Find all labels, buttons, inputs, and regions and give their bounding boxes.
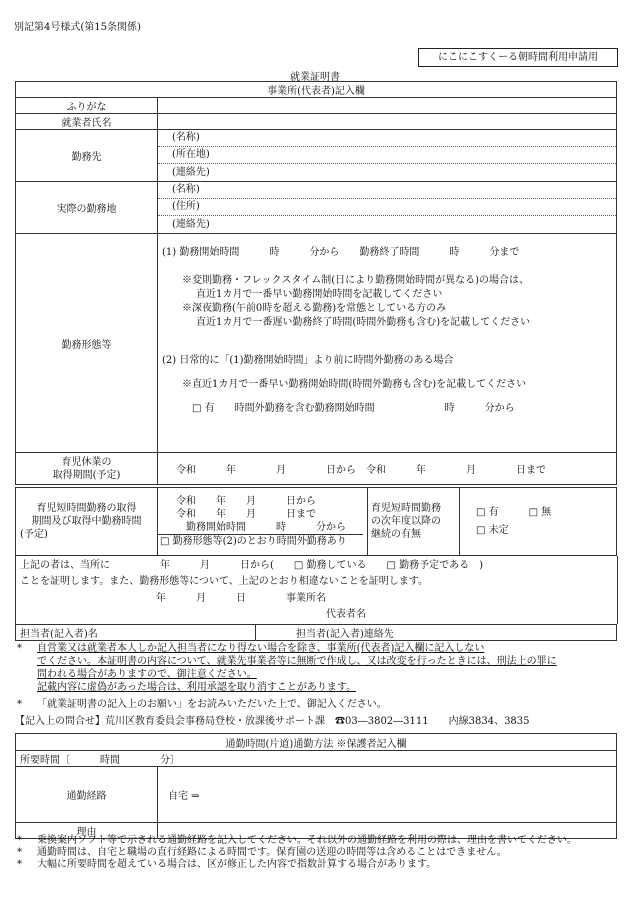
certification-date-office[interactable]: 年 月 日 事業所名 xyxy=(156,593,326,604)
furigana-label: ふりがな xyxy=(16,98,158,114)
worker-name-label: 就業者氏名 xyxy=(16,114,158,130)
representative-name[interactable]: 代表者名 xyxy=(326,609,366,620)
continuation-label-line1: 育児短時間勤務 xyxy=(371,503,441,514)
short-time-table xyxy=(15,487,617,556)
continuation-yes-no[interactable]: □ 有 □ 無 xyxy=(476,506,552,518)
continuation-undecided[interactable]: □ 未定 xyxy=(476,524,509,536)
actual-place-label: 実際の勤務地 xyxy=(16,182,158,234)
note-asterisk-1: * xyxy=(17,643,22,654)
note-1-line-d: 記載内容に虚偽があった場合は、利用承認を取り消すことがあります。 xyxy=(37,682,357,693)
actual-place-name-field[interactable] xyxy=(158,182,616,199)
actual-place-name-label: (名称) xyxy=(172,184,200,195)
short-time-label-line3: (予定) xyxy=(20,529,48,540)
short-time-label-line2: 期間及び取得中勤務時間 xyxy=(31,516,142,527)
footnote-asterisk-3: * xyxy=(17,859,22,870)
flex-note: ※変則勤務・フレックスタイム制(日により勤務開始時間が異なる)の場合は、 xyxy=(182,275,530,286)
form-tag: にこにこすくーる朝時間利用申請用 xyxy=(418,48,618,67)
notes-block xyxy=(15,642,621,728)
work-hours-line: (1) 勤務開始時間 時 分から 勤務終了時間 時 分まで xyxy=(162,247,520,258)
actual-place-address-field[interactable] xyxy=(158,199,616,216)
section-commute-header: 通勤時間(片道)通勤方法 ※保護者記入欄 xyxy=(16,734,617,751)
route-label: 通勤経路 xyxy=(16,767,158,823)
overtime-note: ※直近1カ月で一番早い勤務開始時間(時間外勤務も含む)を記載してください xyxy=(182,379,527,390)
workplace-label: 勤務先 xyxy=(16,130,158,182)
note-1-line-b: でください。本証明書の内容について、就業先事業者等に無断で作成し、又は改変を行ったときには、刑法上の罪に xyxy=(37,656,557,667)
short-time-field[interactable] xyxy=(158,488,368,556)
person-contact-field[interactable]: 担当者(記入者)連絡先 xyxy=(256,625,617,641)
actual-place-contact-field[interactable] xyxy=(158,216,616,233)
footnote-3: 大幅に所要時間を超えている場合は、区が修正した内容で指数計算する場合があります。 xyxy=(37,859,437,870)
continuation-label xyxy=(368,488,460,556)
workplace-contact-label: (連絡先) xyxy=(172,167,210,178)
footnote-2: 通勤時間は、自宅と職場の直行経路による時間です。保育園の送迎の時間等は含めることはできません。 xyxy=(37,847,507,858)
short-time-start: 令和 年 月 日から xyxy=(176,496,316,507)
note-asterisk-2: * xyxy=(17,699,22,710)
childcare-leave-label-line2: 取得期間(予定) xyxy=(52,469,121,481)
short-time-hours: 勤務開始時間 時 分から xyxy=(186,522,346,533)
footnotes-block xyxy=(15,835,621,871)
short-time-overtime-check[interactable]: □ 勤務形態等(2)のとおり時間外勤務あり xyxy=(158,534,363,548)
person-in-charge-table xyxy=(15,624,617,641)
actual-place-address-label: (住所) xyxy=(172,201,200,212)
certification-statement-1[interactable]: 上記の者は、当所に 年 月 日から( □ 勤務している □ 勤務予定である ) xyxy=(20,560,484,571)
overtime-line: (2) 日常的に「(1)勤務開始時間」より前に時間外勤務のある場合 xyxy=(162,355,454,366)
workplace-address-label: (所在地) xyxy=(172,149,210,160)
footnote-1: 乗換案内ソフト等で示される通勤経路を記入してください。それ以外の通勤経路を利用の際は、理由を書いてください。 xyxy=(37,835,577,846)
continuation-label-line3: 継続の有無 xyxy=(371,529,421,540)
footnote-asterisk-1: * xyxy=(17,835,22,846)
person-name-field[interactable]: 担当者(記入者)名 xyxy=(16,625,256,641)
continuation-field[interactable] xyxy=(460,488,617,556)
actual-place-contact-label: (連絡先) xyxy=(172,219,210,230)
section-employer-header: 事業所(代表者)記入欄 xyxy=(16,82,617,98)
short-time-end: 令和 年 月 日まで xyxy=(176,509,316,520)
workplace-name-field[interactable] xyxy=(158,130,616,147)
workplace-contact-field[interactable] xyxy=(158,164,616,181)
continuation-label-line2: の次年度以降の xyxy=(371,516,441,527)
note-2: 「就業証明書の記入上のお願い」をお読みいただいた上で、御記入ください。 xyxy=(37,699,387,710)
night-note: ※深夜勤務(午前0時を超える勤務)を常態としている方のみ xyxy=(182,303,447,314)
overtime-checkbox-line[interactable]: □ 有 時間外勤務を含む勤務開始時間 時 分から xyxy=(192,403,515,414)
inquiry-contact: 【記入上の問合せ】荒川区教育委員会事務局登校・放課後サポート課 ☎03―3802―3111 内線3834、3835 xyxy=(15,716,530,727)
note-1-line-a: 自営業又は就業者本人しか記入担当者になり得ない場合を除き、事業所(代表者)記入欄に記入しない xyxy=(37,643,485,654)
workplace-address-field[interactable] xyxy=(158,147,616,164)
document-title: 就業証明書 xyxy=(290,72,340,83)
childcare-leave-label-line1: 育児休業の xyxy=(61,456,112,468)
certification-statement-2: ことを証明します。また、勤務形態等について、上記のとおり相違ないことを証明します。 xyxy=(20,576,428,587)
workplace-name-label: (名称) xyxy=(172,132,200,143)
footnote-asterisk-2: * xyxy=(17,847,22,858)
employer-section-table xyxy=(15,81,617,485)
reason-label: 理由 xyxy=(16,823,158,839)
route-field[interactable]: 自宅 ⇒ xyxy=(158,767,617,823)
furigana-field[interactable] xyxy=(158,98,617,114)
work-style-label: 勤務形態等 xyxy=(16,234,158,453)
childcare-leave-field[interactable]: 令和 年 月 日から 令和 年 月 日まで xyxy=(158,453,617,485)
note-1-line-c: 問われる場合がありますので、御注意ください。 xyxy=(37,669,257,680)
short-time-label-line1: 育児短時間勤務の取得 xyxy=(36,503,137,514)
form-reference: 別記第4号様式(第15条関係) xyxy=(14,22,141,33)
night-note-detail: 直近1カ月で一番遅い勤務終了時間(時間外勤務も含む)を記載してください xyxy=(196,317,531,328)
certification-block xyxy=(15,556,618,624)
short-time-label xyxy=(16,488,158,556)
childcare-leave-label xyxy=(16,453,158,485)
worker-name-field[interactable] xyxy=(158,114,617,130)
flex-note-detail: 直近1カ月で一番早い勤務開始時間を記載してください xyxy=(196,289,443,300)
commute-time-field[interactable]: 所要時間〔 時間 分〕 xyxy=(16,751,617,767)
work-style-field[interactable] xyxy=(158,234,617,453)
commute-table xyxy=(15,733,617,839)
